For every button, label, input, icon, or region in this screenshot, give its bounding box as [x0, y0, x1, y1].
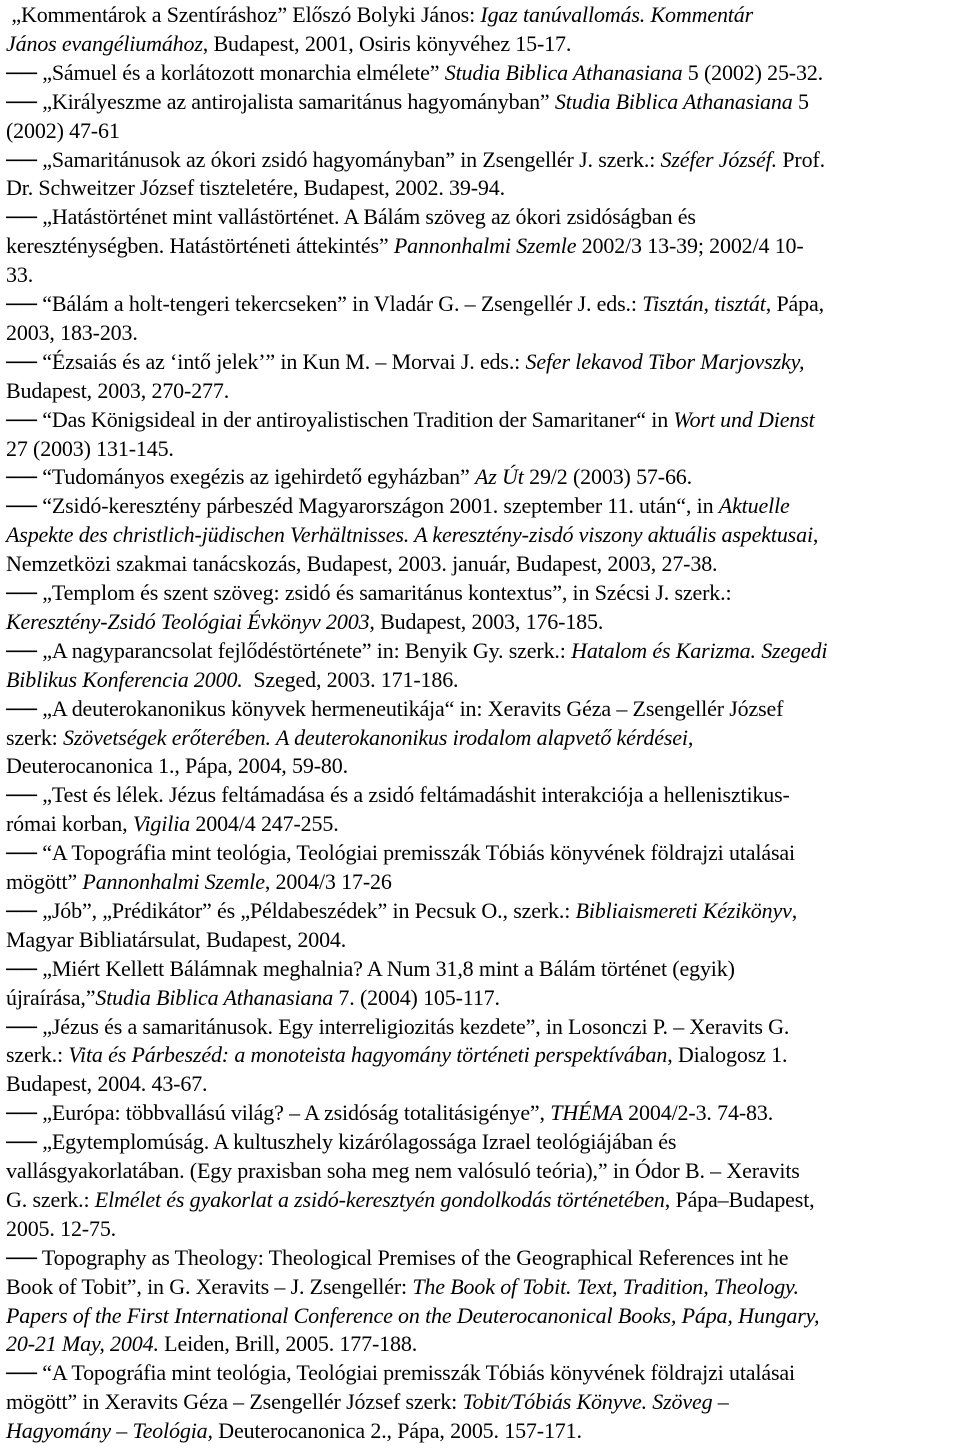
text-run: kereszténységben. Hatástörténeti áttekintés” — [6, 233, 394, 259]
text-run: , — [791, 897, 798, 923]
text-line — [6, 984, 954, 1011]
text-run: 27 (2003) 131-145. — [6, 435, 174, 461]
text-line — [6, 435, 954, 462]
text-line — [6, 579, 954, 606]
italic-text: Szövetségek erőterében. A deuterokanonikus irodalom alapvető kérdései — [62, 724, 688, 750]
text-run: Deuterocanonica 2., Pápa, 2005. 157-171. — [212, 1418, 582, 1444]
text-run: 5 (2002) 25-32. — [682, 59, 824, 85]
text-line — [6, 1417, 954, 1444]
italic-text: Studia Biblica Athanasiana — [554, 88, 793, 114]
text-line — [6, 377, 954, 404]
text-run: ── „Királyeszme az antirojalista samaritánus hagyományban” — [6, 88, 555, 114]
italic-text: Igaz tanúvallomás. Kommentár — [480, 2, 754, 27]
italic-text: Bibliaismereti Kézikönyv — [575, 897, 792, 923]
text-run: ── “Das Königsideal in der antiroyalistischen Tradition der Samaritaner“ in — [6, 406, 674, 432]
text-line — [6, 897, 954, 924]
italic-text: Wort und Dienst — [673, 406, 815, 432]
italic-text: Hatalom és Karizma. Szegedi — [571, 637, 828, 663]
text-run: , Dialogosz 1. — [667, 1042, 788, 1068]
text-run: ── “A Topográfia mint teológia, Teológiai premisszák Tóbiás könyvének földrajzi utalásai — [6, 1360, 795, 1386]
italic-text: Elmélet és gyakorlat a zsidó-keresztyén gondolkodás történetében — [94, 1186, 665, 1212]
text-run: Budapest, 2004. 43-67. — [6, 1071, 208, 1097]
text-line — [6, 695, 954, 722]
text-run: 2004/2-3. 74-83. — [622, 1100, 774, 1126]
text-line — [6, 1302, 954, 1329]
text-run: 7. (2004) 105-117. — [333, 984, 500, 1010]
text-line — [6, 348, 954, 375]
text-run: 29/2 (2003) 57-66. — [523, 464, 692, 490]
text-line — [6, 1359, 954, 1386]
text-run: Szeged, 2003. 171-186. — [242, 666, 459, 692]
text-run: 2004/4 247-255. — [190, 811, 339, 837]
text-run: (2002) 47-61 — [6, 117, 120, 143]
italic-text: Sefer lekavod Tibor Marjovszky, — [525, 348, 805, 374]
text-line — [6, 724, 954, 751]
text-run: Book of Tobit”, in G. Xeravits – J. Zsengellér: — [6, 1273, 413, 1299]
text-run: 5 — [792, 88, 809, 114]
italic-text: Vigilia — [132, 811, 191, 837]
text-line — [6, 1, 954, 28]
text-run: ── „Templom és szent szöveg: zsidó és samaritánus kontextus”, in Szécsi J. szerk.: — [6, 580, 732, 605]
italic-text: Papers of the First International Conference on the Deuterocanonical Books, Pápa, Hungary, — [6, 1302, 820, 1328]
text-run: Dr. Schweitzer József tiszteletére, Budapest, 2002. 39-94. — [6, 175, 505, 201]
text-line — [6, 608, 954, 635]
text-line — [6, 117, 954, 144]
text-run: ── „Miért Kellett Bálámnak meghalnia? A Num 31,8 mint a Bálám történet (egyik) — [6, 955, 735, 981]
text-line — [6, 550, 954, 577]
text-run: , — [812, 522, 819, 548]
text-line — [6, 868, 954, 895]
text-line — [6, 781, 954, 808]
text-line — [6, 492, 954, 519]
text-line — [6, 59, 954, 86]
text-line — [6, 232, 954, 259]
text-run: ── “Bálám a holt-tengeri tekercseken” in Vladár G. – Zsengellér J. eds.: — [6, 291, 643, 316]
text-run: ── „Hatástörténet mint vallástörténet. A Bálám szöveg az ókori zsidóságban és — [6, 204, 696, 230]
text-run: Leiden, Brill, 2005. 177-188. — [158, 1331, 418, 1357]
italic-text: Biblikus Konferencia 2000. — [6, 666, 243, 692]
text-run: Magyar Bibliatársulat, Budapest, 2004. — [6, 926, 347, 952]
italic-text: Aktuelle — [718, 493, 790, 519]
text-run: 2005. 12-75. — [6, 1215, 117, 1241]
text-run: Prof. — [776, 146, 825, 172]
text-run: ── Topography as Theology: Theological Premises of the Geographical References int he — [6, 1244, 789, 1270]
text-line — [6, 1330, 954, 1357]
text-line — [6, 1070, 954, 1097]
text-run: vallásgyakorlatában. (Egy praxisban soha meg nem valósuló teória),” in Ódor B. – Xeravits — [6, 1158, 800, 1183]
italic-text: Tisztán, tisztát — [642, 291, 766, 316]
text-run: ── “A Topográfia mint teológia, Teológiai premisszák Tóbiás könyvének földrajzi utalásai — [6, 840, 795, 866]
text-run: Budapest, 2003, 270-277. — [6, 377, 230, 403]
text-run: 33. — [6, 262, 34, 288]
text-line — [6, 319, 954, 346]
text-run: ── „Sámuel és a korlátozott monarchia elmélete” — [6, 59, 445, 85]
italic-text: Aspekte des christlich-jüdischen Verhältnisses. A keresztény-zisdó viszony aktuális aspektusai — [6, 522, 813, 548]
italic-text: THÉMA — [550, 1100, 623, 1126]
text-run: , Pápa, — [765, 291, 824, 316]
text-run: Nemzetközi szakmai tanácskozás, Budapest, 2003. január, Budapest, 2003, 27-38. — [6, 551, 718, 577]
text-run: ── “Ézsaiás és az ‘intő jelek’” in Kun M. – Morvai J. eds.: — [6, 348, 526, 374]
text-line — [6, 406, 954, 433]
text-run: ── „Jézus és a samaritánusok. Egy interreligiozitás kezdete”, in Losonczi P. – Xeravits G. — [6, 1013, 790, 1039]
text-run: ── „Egytemplomúság. A kultuszhely kizárólagossága Izrael teológiájában és — [6, 1129, 677, 1155]
text-line — [6, 1157, 954, 1184]
text-line — [6, 463, 954, 490]
text-line — [6, 637, 954, 664]
text-run: mögött” — [6, 869, 83, 894]
text-line — [6, 30, 954, 57]
text-run: római korban, — [6, 811, 133, 837]
text-line — [6, 1099, 954, 1126]
italic-text: Studia Biblica Athanasiana — [444, 59, 683, 85]
text-run: ── „Jób”, „Prédikátor” és „Példabeszédek” in Pecsuk O., szerk.: — [6, 897, 576, 923]
text-run: 2002/3 13-39; 2002/4 10- — [576, 233, 804, 259]
text-line — [6, 1013, 954, 1040]
text-line — [6, 203, 954, 230]
text-line — [6, 1388, 954, 1415]
text-run: , Budapest, 2001, Osiris könyvéhez 15-17. — [202, 30, 572, 56]
text-line — [6, 1244, 954, 1271]
text-run: ── “Tudományos exegézis az igehirdető egyházban” — [6, 464, 475, 490]
italic-text: Pannonhalmi Szemle — [393, 233, 577, 259]
text-run: „Kommentárok a Szentíráshoz” Előszó Bolyki János: — [6, 2, 481, 27]
text-line — [6, 666, 954, 693]
text-line — [6, 1128, 954, 1155]
text-run: ── „Samaritánusok az ókori zsidó hagyományban” in Zsengellér J. szerk.: — [6, 146, 661, 172]
italic-text: 20-21 May, 2004. — [6, 1331, 159, 1357]
text-run: ── „A nagyparancsolat fejlődéstörténete” in: Benyik Gy. szerk.: — [6, 637, 572, 663]
text-line — [6, 752, 954, 779]
italic-text: János evangéliumához — [6, 30, 203, 56]
text-run: 2003, 183-203. — [6, 319, 138, 345]
text-line — [6, 1041, 954, 1068]
text-run: szerk: — [6, 724, 63, 750]
text-run: , Budapest, 2003, 176-185. — [369, 608, 604, 634]
text-run: , 2004/3 17-26 — [264, 869, 392, 894]
italic-text: Széfer Józséf. — [660, 146, 777, 172]
text-line — [6, 839, 954, 866]
italic-text: Tobit/Tóbiás Könyve. Szöveg – — [462, 1389, 729, 1415]
text-line — [6, 261, 954, 288]
text-line — [6, 174, 954, 201]
text-line — [6, 88, 954, 115]
italic-text: Keresztény-Zsidó Teológiai Évkönyv 2003 — [6, 608, 370, 634]
italic-text: Pannonhalmi Szemle — [82, 869, 265, 894]
text-line — [6, 290, 954, 317]
text-line — [6, 1215, 954, 1242]
text-line — [6, 955, 954, 982]
italic-text: Hagyomány – Teológia, — [6, 1418, 213, 1444]
text-run: Deuterocanonica 1., Pápa, 2004, 59-80. — [6, 753, 348, 779]
text-line — [6, 810, 954, 837]
text-run: ── „Test és lélek. Jézus feltámadása és a zsidó feltámadáshit interakciója a hellenisztikus- — [6, 782, 790, 808]
text-run: ── „Európa: többvallású világ? – A zsidóság totalitásigénye”, — [6, 1100, 551, 1126]
text-run: ── „A deuterokanonikus könyvek hermeneutikája“ in: Xeravits Géza – Zsengellér József — [6, 695, 784, 721]
text-line — [6, 1273, 954, 1300]
text-run: G. szerk.: — [6, 1186, 95, 1212]
text-line — [6, 1186, 954, 1213]
text-run: újraírása,” — [6, 984, 96, 1010]
italic-text: Studia Biblica Athanasiana — [95, 984, 334, 1010]
text-run: mögött” in Xeravits Géza – Zsengellér József szerk: — [6, 1389, 463, 1415]
text-run: , Pápa–Budapest, — [664, 1186, 815, 1212]
italic-text: Vita és Párbeszéd: a monoteista hagyomány történeti perspektívában — [68, 1042, 668, 1068]
text-line — [6, 521, 954, 548]
text-run: ── “Zsidó-keresztény párbeszéd Magyarországon 2001. szeptember 11. után“, in — [6, 493, 719, 519]
text-run: , — [687, 724, 694, 750]
text-line — [6, 146, 954, 173]
text-run: szerk.: — [6, 1042, 69, 1068]
italic-text: Az Út — [474, 464, 524, 490]
italic-text: The Book of Tobit. Text, Tradition, Theology. — [412, 1273, 799, 1299]
text-line — [6, 926, 954, 953]
